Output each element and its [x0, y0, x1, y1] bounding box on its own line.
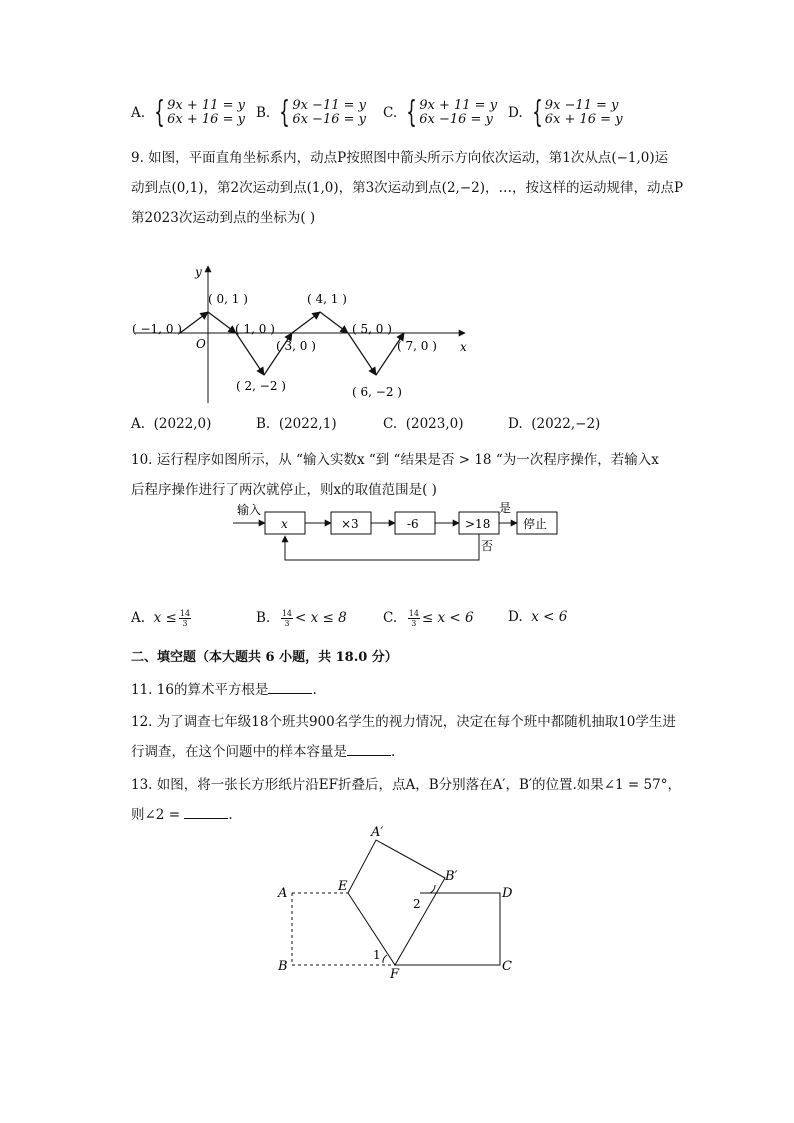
svg-text:B: B: [278, 959, 288, 974]
q10-option-b[interactable]: B. $\frac{14}{3}$ < x ≤ 8: [256, 609, 347, 628]
svg-text:A′: A′: [371, 825, 384, 840]
path-segment: [236, 333, 264, 375]
q8-option-c[interactable]: [383, 95, 498, 130]
svg-text:D: D: [502, 886, 513, 901]
path-segment: [292, 312, 320, 333]
path-segment: [348, 333, 376, 375]
y-axis-label: y: [195, 265, 202, 279]
loop-back-arrow: [285, 534, 479, 560]
option-letter: B.: [256, 105, 271, 121]
option-letter: A.: [131, 105, 146, 121]
point-label: ( 5, 0 ): [352, 322, 392, 336]
q9-option-d[interactable]: D. (2022,−2): [508, 416, 601, 432]
brace-icon: {: [531, 95, 543, 130]
answer-blank[interactable]: [184, 806, 228, 819]
q9-option-b[interactable]: B. (2022,1): [256, 416, 337, 432]
yes-label: 是: [499, 501, 512, 515]
input-label: 输入: [237, 503, 262, 517]
equation: 6x + 16 = y: [167, 112, 245, 127]
q12-text-line: 行调查，在这个问题中的样本容量是 .: [131, 744, 396, 760]
brace-icon: {: [279, 95, 291, 130]
q10-option-d[interactable]: D. x < 6: [508, 609, 568, 625]
q13-text-line: 则∠2 = .: [131, 807, 233, 823]
q9-text-line: 第2023次运动到点的坐标为( ): [131, 210, 316, 226]
q9-text-line: 9. 如图，平面直角坐标系内，动点P按照图中箭头所示方向依次运动，第1次从点(−1,0)运: [131, 150, 669, 166]
equation: 6x −16 = y: [419, 112, 493, 127]
svg-text:E: E: [338, 879, 348, 894]
q13-folding-figure: [270, 820, 530, 990]
svg-text:A: A: [278, 886, 288, 901]
q9-option-a[interactable]: A. (2022,0): [131, 416, 212, 432]
svg-text:×3: ×3: [341, 517, 359, 531]
q8-option-d[interactable]: [508, 95, 623, 130]
answer-blank[interactable]: [268, 681, 312, 694]
q10-text-line: 10. 运行程序如图所示，从 “输入实数x “到 “结果是否 > 18 “为一次程序操作，若输入x: [131, 452, 659, 468]
svg-text:2: 2: [413, 897, 421, 911]
q9-option-c[interactable]: C. (2023,0): [383, 416, 464, 432]
x-axis-label: x: [460, 340, 467, 354]
svg-text:>18: >18: [465, 517, 491, 531]
svg-text:F: F: [390, 967, 400, 982]
path-segment: [180, 312, 208, 333]
equation: 9x + 11 = y: [419, 98, 498, 113]
q12-text-line: 12. 为了调查七年级18个班共900名学生的视力情况，决定在每个班中都随机抽取10学生进: [131, 714, 676, 730]
answer-blank[interactable]: [347, 743, 391, 756]
point-label: ( 6, −2 ): [352, 385, 402, 399]
q10-option-c[interactable]: C. $\frac{14}{3}$ ≤ x < 6: [383, 609, 474, 628]
q10-text-line: 后程序操作进行了两次就停止，则x的取值范围是( ): [131, 482, 437, 498]
option-letter: D.: [508, 105, 523, 121]
section-heading: 二、填空题（本大题共 6 小题，共 18.0 分）: [131, 650, 398, 665]
q10-flowchart: [225, 498, 565, 568]
q10-option-a[interactable]: A. x ≤ $\frac{14}{3}$: [131, 609, 191, 628]
origin-label: O: [196, 337, 206, 351]
svg-text:1: 1: [373, 948, 381, 962]
equation: 9x −11 = y: [544, 98, 619, 113]
path-segment: [208, 312, 236, 333]
point-label: ( 7, 0 ): [397, 339, 437, 353]
equation: 9x −11 = y: [292, 98, 366, 113]
point-label: ( 1, 0 ): [235, 322, 275, 336]
q8-option-b[interactable]: [256, 95, 366, 130]
brace-icon: {: [154, 95, 165, 130]
point-label: ( 2, −2 ): [236, 379, 286, 393]
equation: 6x + 16 = y: [544, 112, 623, 127]
q9-text-line: 动到点(0,1)，第2次运动到点(1,0)，第3次运动到点(2,−2)，…，按这样的运动规律，动点P: [131, 180, 684, 196]
point-label: ( 0, 1 ): [208, 292, 248, 306]
folded-part: [348, 840, 445, 965]
point-label: ( 3, 0 ): [276, 339, 316, 353]
q9-coordinate-graph: [120, 258, 490, 408]
svg-text:B′: B′: [445, 869, 458, 884]
q8-option-a[interactable]: [131, 95, 245, 130]
q13-text-line: 13. 如图，将一张长方形纸片沿EF折叠后，点A，B分别落在A′，B′的位置.如果∠1 = 57°，: [131, 777, 681, 793]
equation: 6x −16 = y: [292, 112, 366, 127]
path-segment: [320, 312, 348, 333]
q11-text: 11. 16的算术平方根是 .: [131, 682, 317, 698]
angle-1-arc: [383, 955, 387, 963]
svg-text:C: C: [502, 959, 512, 974]
brace-icon: {: [406, 95, 417, 130]
svg-text:停止: 停止: [523, 517, 548, 531]
svg-text:x: x: [281, 517, 288, 531]
angle-2-arc: [430, 885, 435, 893]
svg-text:-6: -6: [407, 517, 419, 531]
no-label: 否: [481, 539, 494, 553]
point-label: ( −1, 0 ): [132, 322, 182, 336]
point-label: ( 4, 1 ): [307, 292, 347, 306]
option-letter: C.: [383, 105, 398, 121]
equation: 9x + 11 = y: [167, 98, 245, 113]
